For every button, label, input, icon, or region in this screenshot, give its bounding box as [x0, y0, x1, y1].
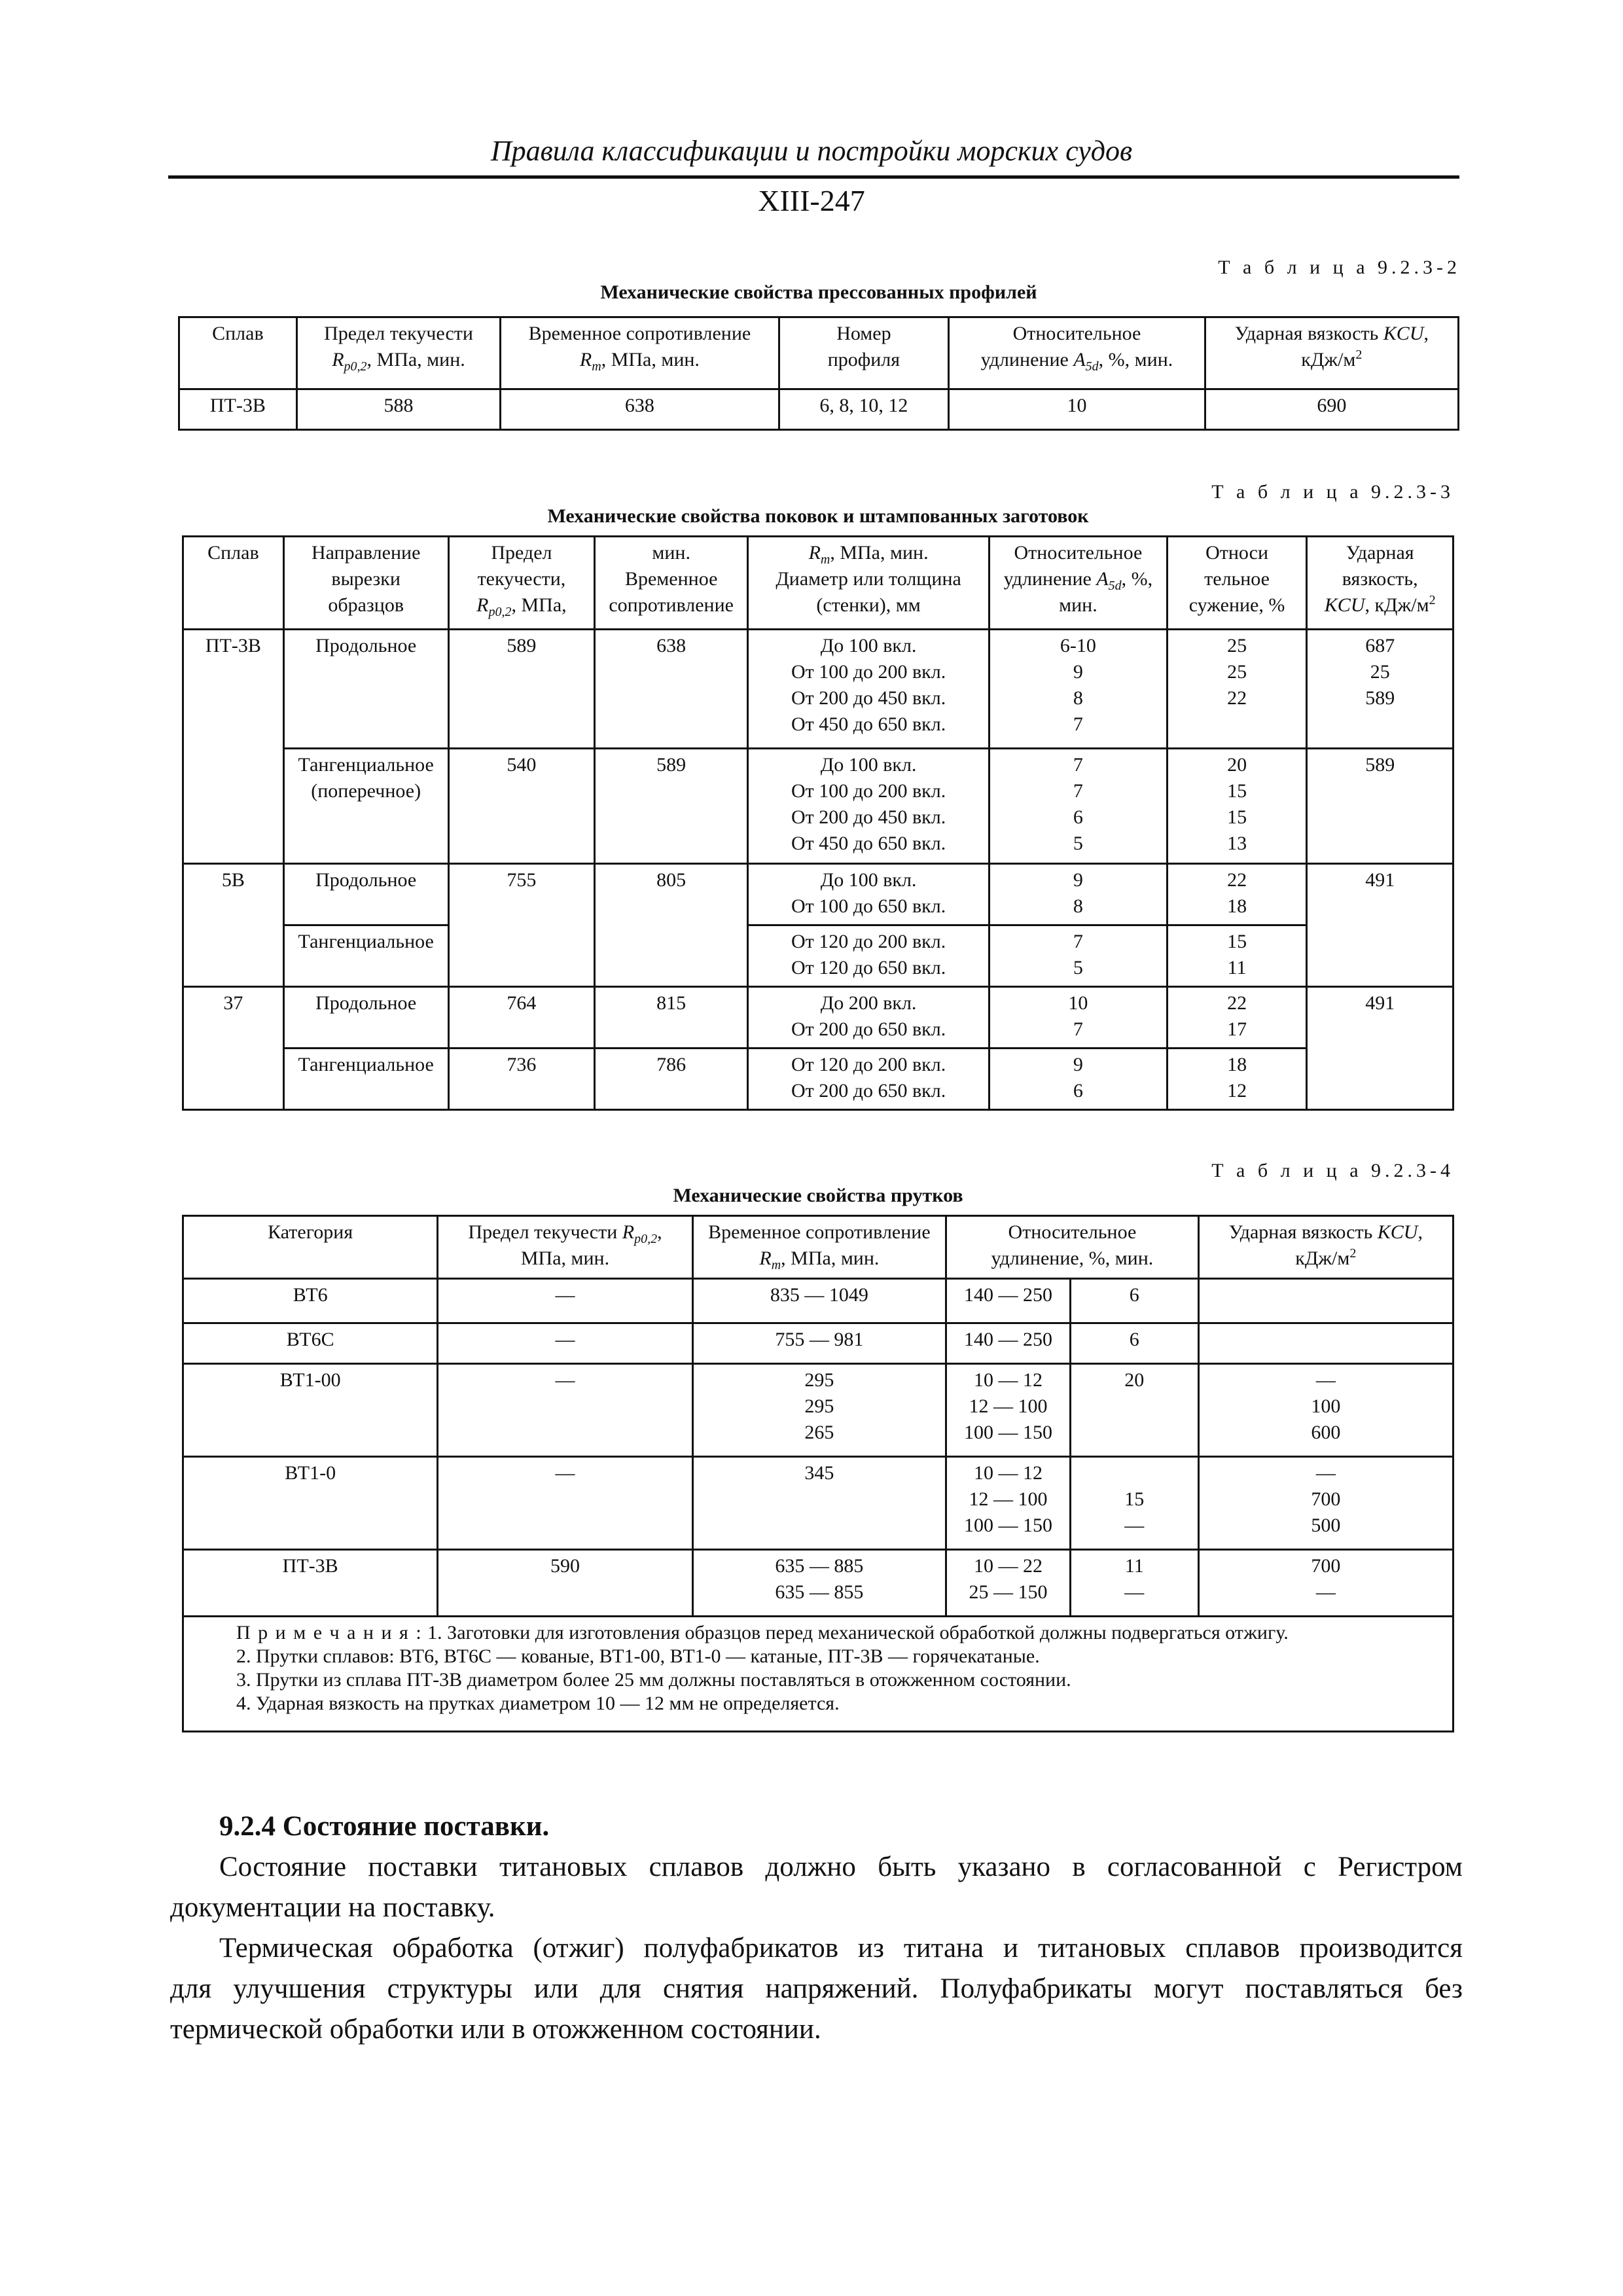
superscript: 2: [1429, 593, 1436, 607]
header-cell: [1205, 317, 1458, 389]
table-pressed-profiles: [178, 316, 1459, 431]
section-heading: 9.2.4 Состояние поставки.: [219, 1811, 550, 1842]
cell-elongation: [990, 987, 1168, 1049]
table-row: [183, 987, 1454, 1049]
paragraph-line: для улучшения структуры или для снятия напряжений. Полуфабрикаты могут поставляться без: [170, 1973, 1463, 2004]
table-row: [183, 1457, 1454, 1550]
line: 635 — 855: [775, 1581, 864, 1603]
cell-yield: 590: [438, 1550, 692, 1617]
table-caption: Механические свойства прессованных профилей: [600, 281, 1037, 303]
cell-yield: —: [438, 1323, 692, 1364]
cell-yield: 540: [448, 749, 595, 864]
header-text: Предел: [491, 542, 552, 564]
cell-direction: Тангенциальное: [283, 925, 448, 987]
line: Тангенциальное: [298, 754, 434, 776]
header-text: Временное сопротивление: [528, 323, 751, 344]
paragraph-line: документации на поставку.: [170, 1892, 495, 1923]
line: 12 — 100: [969, 1488, 1048, 1510]
header-text: Временное: [624, 568, 718, 590]
cell-category: ВТ1-0: [183, 1457, 438, 1550]
header-cell: [1307, 537, 1454, 630]
line: 600: [1311, 1422, 1341, 1443]
line: 345: [804, 1462, 834, 1484]
header-rule: [168, 175, 1459, 179]
note-line: 4. Ударная вязкость на прутках диаметром 10 — 12 мм не определяется.: [236, 1693, 840, 1714]
header-text: Относительное: [1008, 1221, 1137, 1243]
table-row: [183, 1550, 1454, 1617]
line: 15: [1227, 931, 1247, 952]
header-text: Предел текучести: [468, 1221, 622, 1243]
cell-impact: 589: [1307, 749, 1454, 864]
table-number: Т а б л и ц а 9.2.3-2: [1218, 257, 1461, 278]
header-text: мин.: [1059, 594, 1097, 616]
table-header-row: [183, 1216, 1454, 1279]
header-text: , %, мин.: [1098, 349, 1173, 370]
cell-diameter: [748, 749, 990, 864]
cell-reduction: [1167, 864, 1307, 925]
line: 15: [1227, 806, 1247, 828]
cell-direction: Продольное: [283, 630, 448, 749]
cell-impact: [1198, 1323, 1453, 1364]
header-cell: [1198, 1216, 1453, 1279]
line: До 200 вкл.: [820, 992, 917, 1014]
line: От 100 до 650 вкл.: [791, 895, 946, 917]
header-text: тельное: [1204, 568, 1270, 590]
line: От 200 до 650 вкл.: [791, 1080, 946, 1102]
table-number: Т а б л и ц а 9.2.3-4: [1211, 1160, 1454, 1181]
cell-yield: —: [438, 1279, 692, 1323]
line: 15: [1227, 780, 1247, 802]
cell-diameter: [946, 1550, 1071, 1617]
cell-tensile: 805: [595, 864, 748, 987]
table-number: Т а б л и ц а 9.2.3-3: [1211, 481, 1454, 503]
cell-direction: Тангенциальное: [283, 1049, 448, 1110]
cell-diameter: [946, 1364, 1071, 1457]
line: 15: [1124, 1488, 1145, 1510]
cell-yield: 588: [296, 389, 501, 430]
cell-tensile: 755 — 981: [692, 1323, 946, 1364]
line: 10 — 22: [974, 1555, 1043, 1577]
cell-category: ВТ6: [183, 1279, 438, 1323]
cell-impact: 491: [1307, 987, 1454, 1110]
line: До 100 вкл.: [820, 869, 917, 891]
header-text: Относительное: [1012, 323, 1141, 344]
line: 265: [804, 1422, 834, 1443]
cell-tensile: [692, 1457, 946, 1550]
header-cell: [946, 1216, 1199, 1279]
superscript: 2: [1349, 1246, 1357, 1261]
line: От 100 до 200 вкл.: [791, 661, 946, 683]
table-row: [183, 749, 1454, 864]
header-cell: [1167, 537, 1307, 630]
header-text: Относи: [1205, 542, 1269, 564]
cell-elongation: [990, 749, 1168, 864]
cell-impact: [1307, 630, 1454, 749]
header-text: кДж/м: [1301, 349, 1356, 370]
line: 8: [1073, 895, 1083, 917]
line: 687: [1365, 635, 1395, 656]
subscript: p0,2: [344, 359, 367, 374]
table-row: [183, 1364, 1454, 1457]
cell-reduction: [1167, 749, 1307, 864]
header-cell: [779, 317, 949, 389]
section-9-2-4: [170, 1806, 1463, 2050]
subscript: m: [592, 359, 601, 374]
symbol: R: [808, 542, 821, 564]
table-row: [183, 1279, 1454, 1323]
header-cell: [179, 317, 297, 389]
paragraph-line: Термическая обработка (отжиг) полуфабрикатов из титана и титановых сплавов производится: [219, 1933, 1463, 1964]
line: 25 — 150: [969, 1581, 1048, 1603]
cell-tensile: 815: [595, 987, 748, 1049]
line: 700: [1311, 1488, 1341, 1510]
cell-diameter: [748, 987, 990, 1049]
line: От 200 до 450 вкл.: [791, 687, 946, 709]
header-text: удлинение: [980, 349, 1074, 370]
header-text: ,: [1418, 1221, 1423, 1243]
cell-impact: [1198, 1364, 1453, 1457]
cell-reduction: [1167, 1049, 1307, 1110]
table-notes: [183, 1617, 1454, 1732]
cell-diameter: [748, 630, 990, 749]
line: 295: [804, 1369, 834, 1391]
line: От 120 до 200 вкл.: [791, 1054, 946, 1075]
note-text: 1. Заготовки для изготовления образцов перед механической обработкой должны подвергаться отжигу.: [427, 1622, 1289, 1643]
cell-direction: Продольное: [283, 987, 448, 1049]
symbol: R: [332, 349, 344, 370]
cell-diameter: 140 — 250: [946, 1323, 1071, 1364]
symbol: KCU: [1383, 323, 1424, 344]
header-text: образцов: [328, 594, 404, 616]
header-text: , МПа, мин.: [601, 349, 700, 370]
line: 9: [1073, 869, 1083, 891]
table-row: [179, 389, 1459, 430]
header-text: Временное сопротивление: [708, 1221, 931, 1243]
line: 7: [1073, 931, 1083, 952]
header-cell: [692, 1216, 946, 1279]
line: 100 — 150: [964, 1422, 1053, 1443]
line: 18: [1227, 895, 1247, 917]
header-text: Относительное: [1014, 542, 1143, 564]
table-notes-row: [183, 1617, 1454, 1732]
header-text: кДж/м: [1295, 1247, 1350, 1269]
cell-tensile: 786: [595, 1049, 748, 1110]
line: 20: [1227, 754, 1247, 776]
header-cell: [296, 317, 501, 389]
table-row: [183, 925, 1454, 987]
line: 25: [1227, 635, 1247, 656]
line: 10: [1068, 992, 1088, 1014]
cell-elongation: [990, 864, 1168, 925]
line: 500: [1311, 1515, 1341, 1536]
line: 635 — 885: [775, 1555, 864, 1577]
cell-impact: 690: [1205, 389, 1458, 430]
subscript: 5d: [1085, 359, 1099, 374]
header-text: Номер: [836, 323, 891, 344]
cell-elongation: 6: [1070, 1279, 1198, 1323]
symbol: R: [579, 349, 592, 370]
header-text: профиля: [827, 349, 901, 370]
line: 100 — 150: [964, 1515, 1053, 1536]
header-text: сопротивление: [609, 594, 734, 616]
line: 18: [1227, 1054, 1247, 1075]
header-text: ,: [657, 1221, 662, 1243]
cell-reduction: [1167, 925, 1307, 987]
header-text: , МПа, мин.: [830, 542, 929, 564]
cell-yield: 755: [448, 864, 595, 987]
running-header: Правила классификации и постройки морских судов: [490, 135, 1133, 167]
header-text: Ударная вязкость: [1228, 1221, 1378, 1243]
symbol: KCU: [1377, 1221, 1418, 1243]
cell-tensile: [692, 1364, 946, 1457]
paragraph-line: Состояние поставки титановых сплавов должно быть указано в согласованной с Регистром: [219, 1852, 1463, 1882]
line: От 450 до 650 вкл.: [791, 713, 946, 735]
line: —: [1315, 1462, 1336, 1484]
cell-direction: Продольное: [283, 864, 448, 925]
paragraph-line: термической обработки или в отожженном состоянии.: [170, 2014, 821, 2045]
line: —: [1124, 1581, 1145, 1603]
header-text: сужение, %: [1188, 594, 1285, 616]
cell-elongation: [1070, 1457, 1198, 1550]
line: От 120 до 650 вкл.: [791, 957, 946, 978]
table-caption: Механические свойства прутков: [673, 1185, 963, 1206]
line: До 100 вкл.: [820, 754, 917, 776]
superscript: 2: [1355, 348, 1363, 362]
cell-category: ВТ6С: [183, 1323, 438, 1364]
header-text: текучести,: [477, 568, 566, 590]
line: От 200 до 650 вкл.: [791, 1018, 946, 1040]
cell-tensile: 589: [595, 749, 748, 864]
table-caption: Механические свойства поковок и штампованных заготовок: [547, 505, 1089, 527]
line: 9: [1073, 1054, 1083, 1075]
header-cell: [595, 537, 748, 630]
line: 6-10: [1060, 635, 1096, 656]
header-text: , %,: [1121, 568, 1153, 590]
cell-elongation: [1070, 1364, 1198, 1457]
cell-diameter: 140 — 250: [946, 1279, 1071, 1323]
line: 700: [1311, 1555, 1341, 1577]
header-text: , кДж/м: [1364, 594, 1429, 616]
table-row: [183, 630, 1454, 749]
header-text: Сплав: [212, 323, 264, 344]
cell-profile: 6, 8, 10, 12: [779, 389, 949, 430]
cell-alloy: 37: [183, 987, 284, 1110]
line: От 100 до 200 вкл.: [791, 780, 946, 802]
header-cell: [748, 537, 990, 630]
line: 10 — 12: [974, 1369, 1043, 1391]
note-line: 2. Прутки сплавов: ВТ6, ВТ6С — кованые, ВТ1-00, ВТ1-0 — катаные, ПТ-3В — горячекатаные.: [236, 1645, 1040, 1667]
header-cell: [501, 317, 779, 389]
notes-label: П р и м е ч а н и я :: [236, 1622, 423, 1643]
subscript: m: [820, 552, 830, 567]
line: 7: [1073, 754, 1083, 776]
table-header-row: [179, 317, 1459, 389]
subscript: p0,2: [488, 605, 512, 619]
cell-impact: [1198, 1279, 1453, 1323]
header-text: удлинение: [1003, 568, 1097, 590]
line: 22: [1227, 992, 1247, 1014]
cell-category: ВТ1-00: [183, 1364, 438, 1457]
header-text: Предел текучести: [324, 323, 473, 344]
header-text: , МПа, мин.: [781, 1247, 880, 1269]
header-text: мин.: [652, 542, 690, 564]
line: 25: [1370, 661, 1390, 683]
line: [1074, 1460, 1195, 1486]
header-text: Направление: [311, 542, 421, 564]
cell-elongation: 10: [949, 389, 1205, 430]
note-line: [236, 1621, 1400, 1645]
header-text: ,: [1423, 323, 1429, 344]
line: —: [1315, 1369, 1336, 1391]
line: От 120 до 200 вкл.: [791, 931, 946, 952]
cell-yield: 736: [448, 1049, 595, 1110]
header-text: вырезки: [331, 568, 401, 590]
line: 8: [1073, 687, 1083, 709]
line: 22: [1227, 869, 1247, 891]
cell-diameter: [748, 864, 990, 925]
header-text: МПа, мин.: [520, 1247, 610, 1269]
cell-impact: 491: [1307, 864, 1454, 987]
header-cell: [183, 537, 284, 630]
cell-yield: 764: [448, 987, 595, 1049]
cell-impact: [1198, 1457, 1453, 1550]
table-bars: [182, 1215, 1454, 1732]
line: 5: [1073, 957, 1083, 978]
cell-tensile: 638: [595, 630, 748, 749]
header-cell: [990, 537, 1168, 630]
subscript: m: [771, 1258, 781, 1272]
line: 17: [1227, 1018, 1247, 1040]
cell-direction: [283, 749, 448, 864]
header-text: Ударная: [1346, 542, 1414, 564]
line: (поперечное): [311, 780, 421, 802]
cell-yield: 589: [448, 630, 595, 749]
line: 22: [1227, 687, 1247, 709]
header-cell: [448, 537, 595, 630]
cell-elongation: [990, 925, 1168, 987]
line: 295: [804, 1395, 834, 1417]
line: 7: [1073, 780, 1083, 802]
table-header-row: [183, 537, 1454, 630]
line: 20: [1124, 1369, 1145, 1391]
cell-tensile: 638: [501, 389, 779, 430]
header-text: Диаметр или толщина: [776, 568, 961, 590]
cell-alloy: ПТ-3В: [183, 630, 284, 864]
cell-reduction: [1167, 987, 1307, 1049]
line: —: [1124, 1515, 1145, 1536]
table-row: [183, 1323, 1454, 1364]
cell-yield: —: [438, 1457, 692, 1550]
header-text: , МПа,: [511, 594, 567, 616]
cell-elongation: [1070, 1550, 1198, 1617]
header-cell: [183, 1216, 438, 1279]
symbol: R: [759, 1247, 772, 1269]
note-line: 3. Прутки из сплава ПТ-3В диаметром более 25 мм должны поставляться в отожженном состоянии.: [236, 1669, 1071, 1691]
header-text: (стенки), мм: [816, 594, 921, 616]
header-cell: [283, 537, 448, 630]
line: 25: [1227, 661, 1247, 683]
symbol: KCU: [1324, 594, 1365, 616]
header-text: , МПа, мин.: [366, 349, 465, 370]
cell-elongation: [990, 1049, 1168, 1110]
cell-reduction: [1167, 630, 1307, 749]
line: 11: [1227, 957, 1247, 978]
line: 7: [1073, 713, 1083, 735]
line: —: [1315, 1581, 1336, 1603]
symbol: A: [1096, 568, 1109, 590]
line: 6: [1073, 806, 1083, 828]
symbol: R: [476, 594, 489, 616]
line: 100: [1311, 1395, 1341, 1417]
line: 10 — 12: [974, 1462, 1043, 1484]
cell-alloy: 5В: [183, 864, 284, 987]
table-forgings: [182, 535, 1454, 1111]
header-cell: [949, 317, 1205, 389]
cell-tensile: [692, 1550, 946, 1617]
table-row: [183, 864, 1454, 925]
header-text: Категория: [268, 1221, 353, 1243]
line: 12: [1227, 1080, 1247, 1102]
line: 589: [1365, 687, 1395, 709]
cell-diameter: [748, 925, 990, 987]
cell-alloy: ПТ-3В: [179, 389, 297, 430]
cell-yield: —: [438, 1364, 692, 1457]
header-cell: [438, 1216, 692, 1279]
cell-tensile: 835 — 1049: [692, 1279, 946, 1323]
line: 13: [1227, 833, 1247, 854]
cell-category: ПТ-3В: [183, 1550, 438, 1617]
line: 7: [1073, 1018, 1083, 1040]
symbol: A: [1073, 349, 1086, 370]
cell-diameter: [946, 1457, 1071, 1550]
header-text: Ударная вязкость: [1234, 323, 1383, 344]
subscript: p0,2: [634, 1232, 658, 1246]
line: 12 — 100: [969, 1395, 1048, 1417]
line: 9: [1073, 661, 1083, 683]
header-text: вязкость,: [1342, 568, 1418, 590]
symbol: R: [622, 1221, 635, 1243]
header-text: Сплав: [207, 542, 259, 564]
line: От 200 до 450 вкл.: [791, 806, 946, 828]
header-text: удлинение, %, мин.: [991, 1247, 1154, 1269]
line: 5: [1073, 833, 1083, 854]
cell-impact: [1198, 1550, 1453, 1617]
cell-elongation: 6: [1070, 1323, 1198, 1364]
cell-elongation: [990, 630, 1168, 749]
line: До 100 вкл.: [820, 635, 917, 656]
line: От 450 до 650 вкл.: [791, 833, 946, 854]
table-row: [183, 1049, 1454, 1110]
page-number: XIII-247: [758, 184, 865, 217]
subscript: 5d: [1108, 579, 1122, 593]
line: 6: [1073, 1080, 1083, 1102]
line: 11: [1124, 1555, 1144, 1577]
cell-diameter: [748, 1049, 990, 1110]
